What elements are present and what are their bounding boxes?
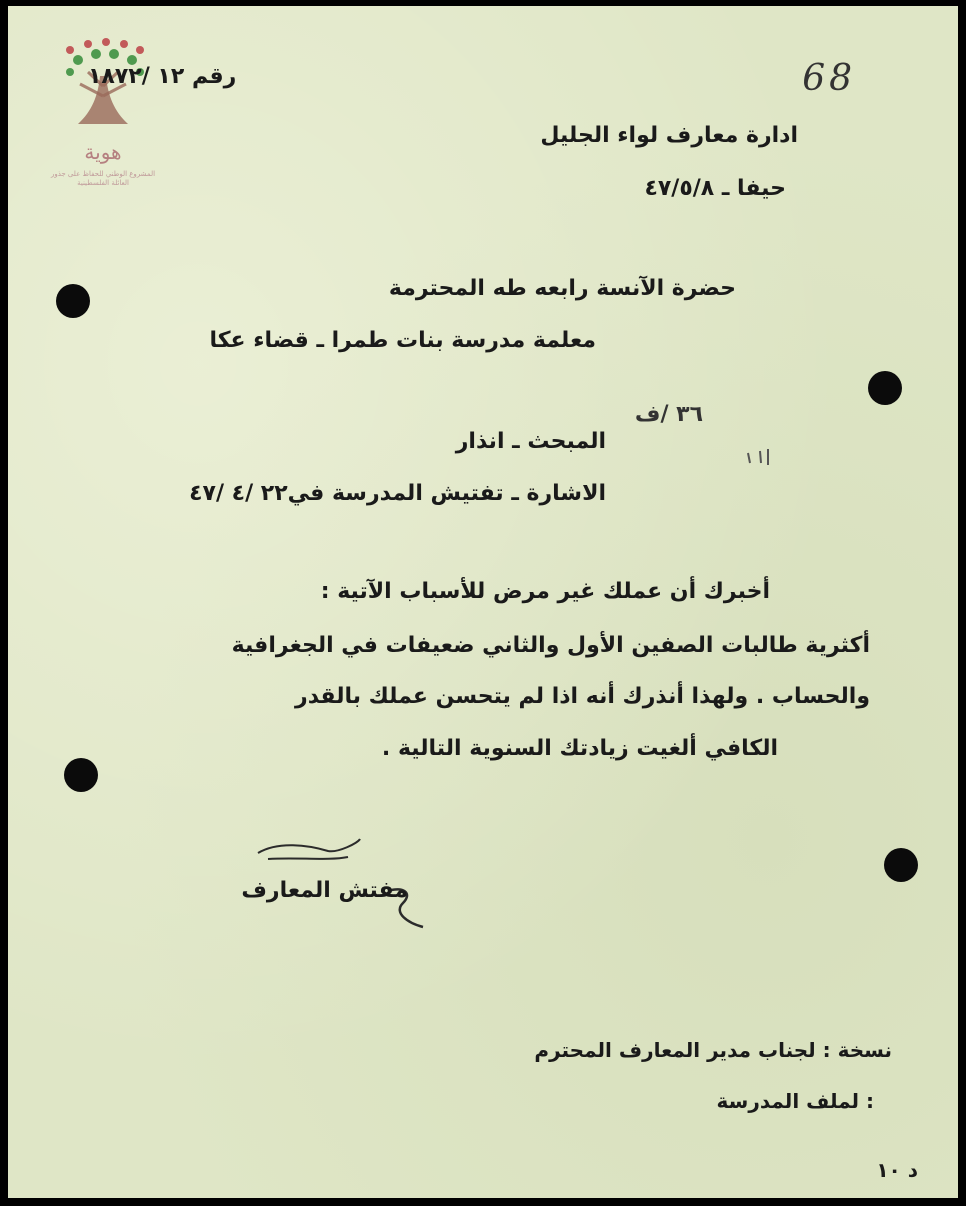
sender-office: ادارة معارف لواء الجليل <box>540 123 798 148</box>
page-number: 68 <box>802 58 856 99</box>
recipient-name: حضرة الآنسة رابعه طه المحترمة <box>388 276 736 301</box>
handwritten-marks <box>634 391 818 481</box>
sender-place-date: حيفا ـ ٤٧/٥/٨ <box>644 176 786 201</box>
punch-hole <box>64 758 98 792</box>
punch-hole <box>56 284 90 318</box>
reference-number: رقم ١٢ /١٨٧٢ <box>88 64 237 89</box>
logo-tagline: المشروع الوطني للحفاظ على جذور العائلة الفلسطينية <box>50 170 156 187</box>
footer-code: د ١٠ <box>876 1158 918 1182</box>
signature-title: مفتش المعارف <box>241 878 408 903</box>
body-line-4: الكافي ألغيت زيادتك السنوية التالية . <box>381 736 778 761</box>
body-line-2: أكثرية طالبات الصفين الأول والثاني ضعيفات في الجغرافية <box>231 633 870 658</box>
logo-name: هوية <box>84 140 122 164</box>
body-line-3: والحساب . ولهذا أنذرك أنه اذا لم يتحسن عملك بالقدر <box>295 684 870 709</box>
copy-line-1: نسخة : لجناب مدير المعارف المحترم <box>534 1038 892 1062</box>
handwritten-note: ٣٦ /ف <box>634 402 703 427</box>
copy-line-2: : لملف المدرسة <box>716 1089 874 1113</box>
punch-hole <box>884 848 918 882</box>
document-page <box>8 6 958 1198</box>
recipient-role: معلمة مدرسة بنات طمرا ـ قضاء عكا <box>209 328 596 353</box>
body-line-1: أخبرك أن عملك غير مرض للأسباب الآتية : <box>320 579 770 604</box>
hawiya-logo <box>48 36 158 196</box>
subject-line: المبحث ـ انذار <box>455 429 606 454</box>
punch-hole <box>868 371 902 405</box>
reference-line: الاشارة ـ تفتيش المدرسة في٢٢ /٤ /٤٧ <box>189 481 606 506</box>
